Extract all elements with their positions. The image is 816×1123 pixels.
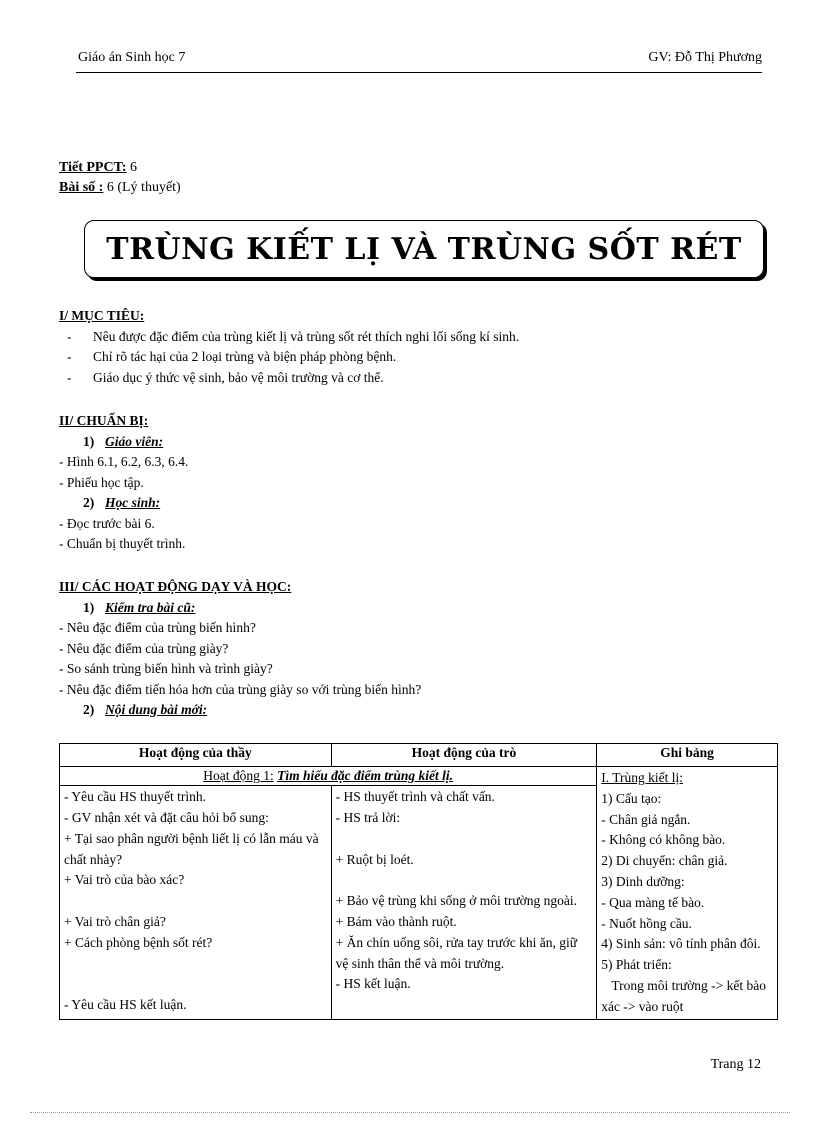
spacer [336,870,593,891]
list-item: - Nêu được đặc điểm của trùng kiết lị và trùng sốt rét thích nghi lối sống kí sinh. [67,328,520,344]
activity-title: Hoạt động 1: Tìm hiểu đặc điểm trùng kiết lị. [60,767,597,786]
list-item: + Vai trò chân giả? [64,913,166,929]
list-item: - Yêu cầu HS thuyết trình. [64,789,206,805]
list-item: + Bảo vệ trùng khi sống ở môi trường ngoài. [335,893,578,909]
page-divider [30,1112,790,1113]
list-item: - Không có không bào. [601,832,726,848]
list-item: - Phiếu học tập. [59,474,144,490]
list-item: + Vai trò của bào xác? [64,872,185,888]
ghi-bang-title: I. Trùng kiết lị: [601,770,683,785]
ghi-bang-cell [597,767,778,1020]
column-header-ghi-bang: Ghi bảng [597,744,778,767]
list-item: - Chuẩn bị thuyết trình. [59,536,186,551]
lesson-title: TRÙNG KIẾT LỊ VÀ TRÙNG SỐT RÉT [84,220,764,278]
list-item: - GV nhận xét và đặt câu hỏi bổ sung: [64,809,269,825]
list-item: - Giáo dục ý thức vệ sinh, bảo vệ môi trường và cơ thể. [67,369,384,385]
list-item: + Ăn chín uống sôi, rửa tay trước khi ăn, giữ vệ sinh thân thể và môi trường. [335,934,578,971]
list-item: 1) Cấu tạo: [601,790,662,806]
list-item: - Nuốt hồng cầu. [601,915,692,931]
list-item: - Nêu đặc điểm của trùng biến hình? [59,620,256,635]
noi-dung-subheading: 2) Nội dung bài mới: [83,702,208,717]
table-header-row [60,744,778,767]
lesson-meta [59,158,181,198]
header-subject: Giáo án Sinh học 7 [78,50,186,65]
giao-vien-subheading: 1) Giáo viên: [83,433,164,449]
list-item: - So sánh trùng biến hình và trình giày? [59,661,273,676]
tro-cell [331,786,597,1019]
tiet-label: Tiết PPCT: [59,160,127,175]
list-item: + Bám vào thành ruột. [335,913,457,929]
column-header-tro: Hoạt động của trò [331,744,597,767]
spacer [64,891,327,912]
list-item: - Qua màng tế bào. [601,894,705,910]
list-item: 4) Sinh sản: vô tính phân đôi. [601,936,761,952]
list-item: - Đọc trước bài 6. [59,515,155,531]
section-hoat-dong [59,577,779,721]
lesson-table [59,743,778,1020]
spacer [64,974,327,995]
list-item: 3) Dinh dưỡng: [601,873,685,889]
page-header [76,50,762,73]
list-item: Trong môi trường -> kết bào xác -> vào ruột [601,977,770,1014]
chuan-bi-heading: II/ CHUẨN BỊ: [59,413,149,428]
list-item: - Nêu đặc điểm của trùng giày? [59,640,229,656]
list-item: - Hình 6.1, 6.2, 6.3, 6.4. [59,454,189,469]
table-row [60,767,778,786]
list-item: - HS thuyết trình và chất vấn. [335,789,495,805]
bai-value: 6 (Lý thuyết) [103,180,181,195]
list-item: - HS kết luận. [335,976,411,992]
list-item: - Yêu cầu HS kết luận. [64,997,187,1013]
spacer [64,954,327,975]
section-muc-tieu [59,306,779,388]
list-item: + Cách phòng bệnh sốt rét? [64,934,213,950]
hoc-sinh-subheading: 2) Học sinh: [83,495,161,510]
spacer [336,829,593,850]
list-item: - Chỉ rõ tác hại của 2 loại trùng và biện pháp phòng bệnh. [67,349,397,364]
page-number: Trang 12 [710,1057,761,1072]
list-item: + Ruột bị loét. [335,851,414,867]
tiet-value: 6 [126,160,138,175]
bai-label: Bài số : [59,180,104,195]
list-item: + Tại sao phân người bệnh liết lị có lẫn máu và chất nhày? [64,830,319,867]
list-item: - Chân giả ngắn. [601,811,691,827]
header-teacher: GV: Đỗ Thị Phương [648,50,762,65]
column-header-thay: Hoạt động của thầy [60,744,332,767]
list-item: 5) Phát triển: [601,957,672,973]
muc-tieu-heading: I/ MỤC TIÊU: [59,308,145,323]
section-chuan-bi [59,411,779,555]
hoat-dong-heading: III/ CÁC HOẠT ĐỘNG DẠY VÀ HỌC: [59,579,292,594]
list-item: - HS trả lời: [335,809,401,825]
list-item: 2) Di chuyển: chân giả. [601,853,728,869]
thay-cell [60,786,332,1019]
kiem-tra-subheading: 1) Kiểm tra bài cũ: [83,599,196,615]
list-item: - Nêu đặc điểm tiến hóa hơn của trùng giày so với trùng biến hình? [59,681,422,697]
